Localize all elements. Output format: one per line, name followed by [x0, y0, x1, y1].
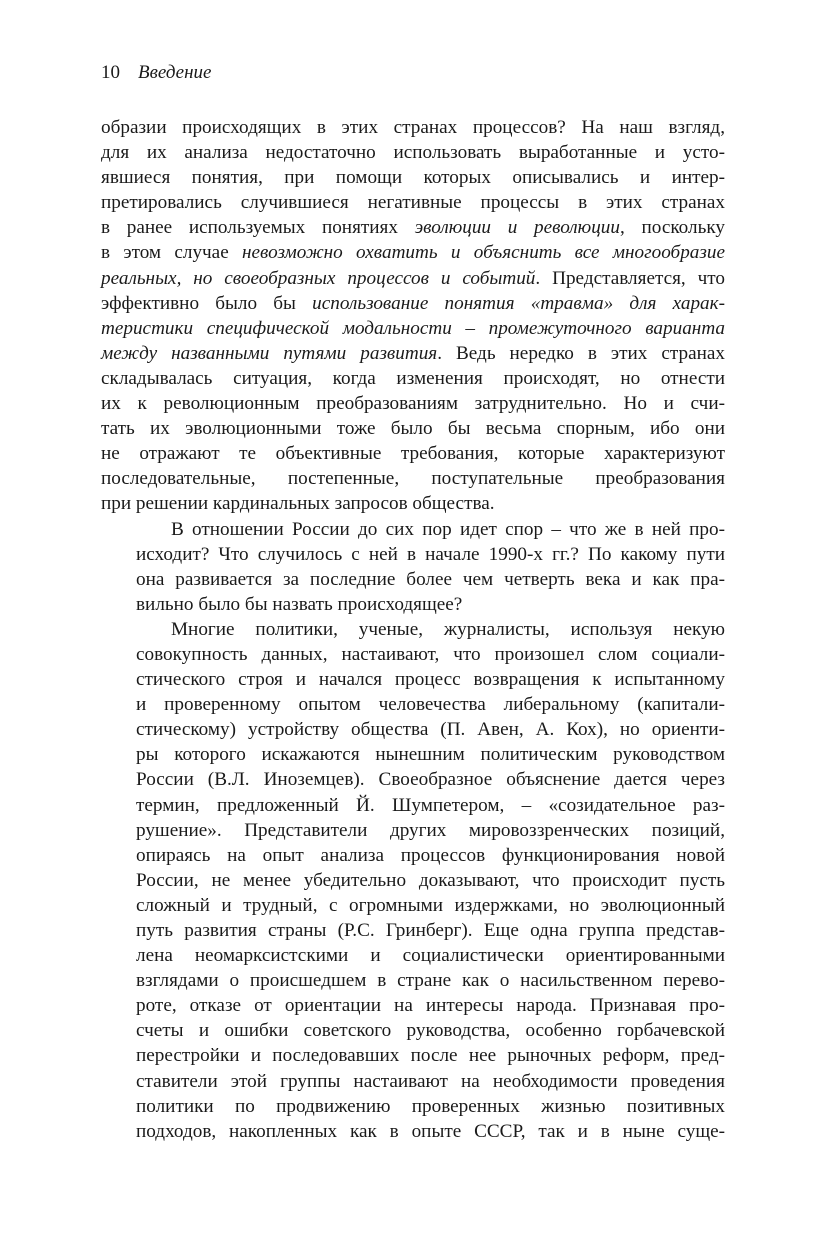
text-run: эффективно было бы [101, 292, 313, 314]
text-run: ры которого искажаются нынешним политическим руководством [136, 744, 725, 766]
text-line [101, 491, 725, 516]
text-run: складывалась ситуация, когда изменения происходят, но отнести [101, 367, 725, 389]
italic-text: невозможно охватить и объяснить все многообразие [242, 242, 725, 264]
italic-text: эволюции и революции [414, 217, 620, 239]
text-run: совокупность данных, настаивают, что произошел слом социали- [136, 643, 725, 665]
paragraph [101, 517, 725, 617]
text-run: сложный и трудный, с огромными издержками, но эволюционный [136, 894, 725, 916]
text-line [101, 140, 725, 165]
body-text [101, 115, 725, 1144]
text-line [101, 1119, 725, 1144]
text-run: тать их эволюционными тоже было бы весьма спорным, ибо они [101, 418, 725, 440]
text-run: перестройки и последовавших после нее рыночных реформ, пред- [136, 1045, 725, 1067]
italic-text: реальных, но своеобразных процессов и событий [101, 267, 536, 289]
text-run: политики по продвижению проверенных жизнью позитивных [136, 1095, 725, 1117]
text-line [101, 968, 725, 993]
italic-text: между названными путями развития [101, 342, 438, 364]
text-line [101, 466, 725, 491]
text-run: В отношении России до сих пор идет спор – что же в ней про- [171, 518, 725, 540]
text-run: образии происходящих в этих странах процессов? На наш взгляд, [101, 117, 725, 138]
text-line [101, 667, 725, 692]
text-line [101, 567, 725, 592]
text-run: . Представляется, что [535, 267, 725, 289]
text-run: Многие политики, ученые, журналисты, используя некую [171, 618, 725, 640]
text-line [101, 1069, 725, 1094]
text-line [101, 542, 725, 567]
text-line [101, 617, 725, 642]
text-line [101, 742, 725, 767]
text-run: исходит? Что случилось с ней в начале 1990-х гг.? По какому пути [136, 543, 725, 565]
text-run: явшиеся понятия, при помощи которых описывались и интер- [101, 167, 725, 189]
paragraph [101, 617, 725, 1144]
text-run: стическому) устройству общества (П. Авен, А. Кох), но ориенти- [136, 719, 725, 741]
text-run: России, не менее убедительно доказывают, что происходит пусть [136, 869, 725, 891]
text-line [101, 642, 725, 667]
section-title: Введение [138, 62, 212, 83]
text-run: при решении кардинальных запросов общества. [101, 493, 495, 515]
text-run: России (В.Л. Иноземцев). Своеобразное объяснение дается через [136, 769, 725, 791]
text-run: она развивается за последние более чем четверть века и как пра- [136, 568, 725, 590]
text-line [101, 341, 725, 366]
text-line [101, 793, 725, 818]
text-line [101, 215, 725, 240]
text-line [101, 943, 725, 968]
text-line [101, 391, 725, 416]
text-run: роте, отказе от ориентации на интересы народа. Признавая про- [136, 995, 725, 1017]
text-run: вильно было бы назвать происходящее? [136, 593, 463, 615]
text-line [101, 868, 725, 893]
text-run: последовательные, постепенные, поступательные преобразования [101, 468, 725, 490]
text-line [101, 692, 725, 717]
text-run: . Ведь нередко в этих странах [437, 342, 725, 364]
text-run: ставители этой группы настаивают на необходимости проведения [136, 1070, 725, 1092]
text-run: , поскольку [619, 217, 725, 239]
text-line [101, 717, 725, 742]
text-run: стического строя и начался процесс возвращения к испытанному [136, 669, 725, 691]
text-run: подходов, накопленных как в опыте СССР, так и в ныне суще- [136, 1120, 725, 1142]
text-line [101, 592, 725, 617]
text-line [101, 190, 725, 215]
text-line [101, 316, 725, 341]
page-number: 10 [101, 62, 120, 83]
italic-text: использование понятия «травма» для харак- [312, 292, 725, 314]
text-line [101, 165, 725, 190]
text-line [101, 1094, 725, 1119]
text-run: не отражают те объективные требования, которые характеризуют [101, 443, 725, 465]
text-line [101, 366, 725, 391]
text-line [101, 767, 725, 792]
text-run: в этом случае [101, 242, 242, 264]
text-run: в ранее используемых понятиях [101, 217, 415, 239]
text-line [101, 993, 725, 1018]
text-line [101, 818, 725, 843]
text-run: взглядами о происшедшем в стране как о насильственном перево- [136, 970, 725, 992]
text-run: лена неомарксистскими и социалистически ориентированными [136, 945, 725, 967]
text-run: опираясь на опыт анализа процессов функционирования новой [136, 844, 725, 866]
text-line [101, 843, 725, 868]
text-line [101, 1018, 725, 1043]
text-line [101, 893, 725, 918]
text-run: счеты и ошибки советского руководства, особенно горбачевской [136, 1020, 725, 1042]
running-head [101, 61, 211, 85]
text-line [101, 266, 725, 291]
text-line [101, 517, 725, 542]
text-run: и проверенному опытом человечества либеральному (капитали- [136, 694, 725, 716]
text-line [101, 240, 725, 265]
paragraph [101, 115, 725, 517]
text-line [101, 918, 725, 943]
text-line [101, 291, 725, 316]
text-line [101, 416, 725, 441]
text-run: путь развития страны (Р.С. Гринберг). Еще одна группа представ- [136, 920, 725, 941]
italic-text: теристики специфической модальности – промежуточного варианта [101, 317, 725, 339]
text-line [101, 115, 725, 140]
text-line [101, 441, 725, 466]
text-run: рушение». Представители других мировоззренческих позиций, [136, 819, 725, 841]
text-run: их к революционным преобразованиям затруднительно. Но и счи- [101, 393, 725, 415]
text-run: термин, предложенный Й. Шумпетером, – «созидательное раз- [136, 794, 725, 816]
text-run: для их анализа недостаточно использовать выработанные и усто- [101, 142, 725, 164]
text-line [101, 1043, 725, 1068]
text-run: претировались случившиеся негативные процессы в этих странах [101, 192, 725, 214]
